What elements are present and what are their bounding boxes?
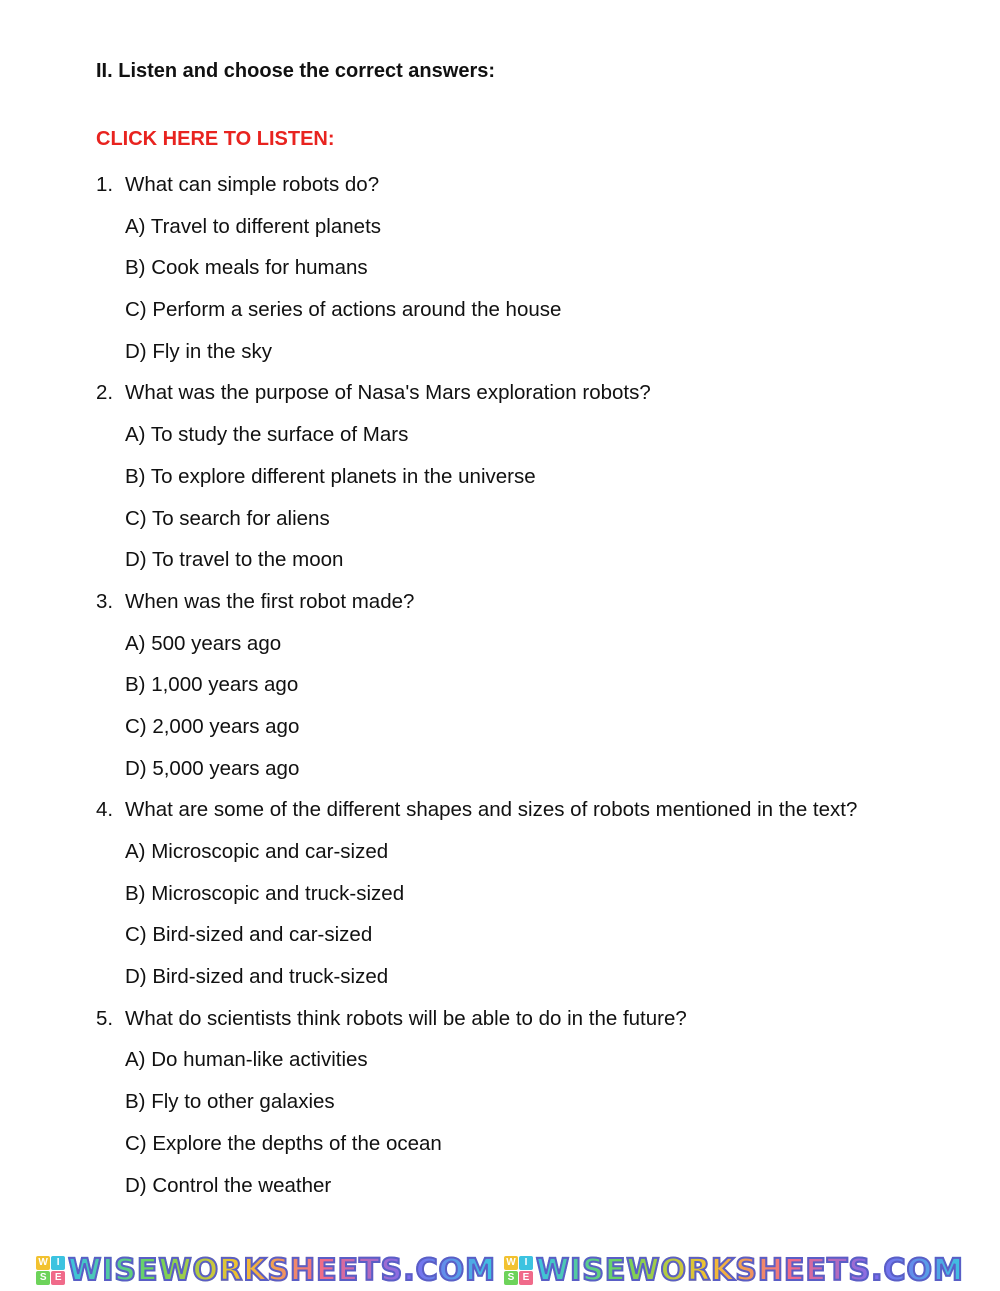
question-line	[96, 1005, 976, 1047]
answer-option[interactable]: B) To explore different planets in the universe	[125, 464, 536, 488]
answer-option[interactable]: A) Travel to different planets	[125, 214, 382, 238]
question-line	[96, 588, 976, 630]
answer-option[interactable]: A) Microscopic and car-sized	[125, 840, 389, 863]
logo-blocks-icon	[36, 1256, 65, 1285]
answer-option[interactable]: D) 5,000 years ago	[125, 756, 300, 780]
logo-block: W	[36, 1256, 50, 1270]
answer-option[interactable]: C) To search for aliens	[125, 506, 330, 530]
question-number: 4.	[96, 798, 114, 822]
answer-option[interactable]: B) Microscopic and truck-sized	[125, 881, 405, 905]
wiseworksheets-logo	[36, 1253, 496, 1288]
question-text: What are some of the different shapes and sizes of robots mentioned in the text?	[125, 798, 858, 822]
question-number: 1.	[96, 173, 114, 196]
answer-option[interactable]: D) Fly in the sky	[125, 339, 272, 363]
question-5	[96, 1005, 976, 1213]
question-line	[96, 379, 976, 421]
answer-option[interactable]: B) Fly to other galaxies	[125, 1090, 335, 1114]
logo-block: S	[36, 1271, 50, 1285]
question-number: 2.	[96, 381, 114, 405]
logo-block: I	[51, 1256, 65, 1270]
answer-option[interactable]: D) To travel to the moon	[125, 548, 344, 572]
answer-option[interactable]: A) Do human-like activities	[125, 1048, 368, 1072]
answer-option[interactable]: C) Bird-sized and car-sized	[125, 923, 373, 947]
question-text: What can simple robots do?	[125, 173, 380, 196]
answer-option[interactable]: B) Cook meals for humans	[125, 256, 368, 280]
logo-block: S	[504, 1271, 518, 1285]
logo-block: I	[519, 1256, 533, 1270]
answer-option[interactable]: D) Control the weather	[125, 1173, 332, 1197]
watermark-text: WISEWORKSHEETS.COM	[536, 1252, 964, 1288]
listen-link[interactable]: CLICK HERE TO LISTEN:	[96, 128, 335, 150]
question-number: 3.	[96, 589, 114, 613]
logo-block: W	[504, 1256, 518, 1270]
question-number: 5.	[96, 1006, 114, 1030]
logo-block: E	[519, 1271, 533, 1285]
watermark-footer	[0, 1252, 1000, 1288]
question-line	[96, 171, 976, 213]
question-1	[96, 171, 976, 379]
logo-blocks-icon	[504, 1256, 533, 1285]
question-text: When was the first robot made?	[125, 589, 415, 613]
question-text: What do scientists think robots will be able to do in the future?	[125, 1006, 687, 1030]
question-2	[96, 379, 976, 587]
watermark-text: WISEWORKSHEETS.COM	[68, 1252, 496, 1288]
answer-option[interactable]: C) Perform a series of actions around the house	[125, 298, 562, 322]
answer-option[interactable]: B) 1,000 years ago	[125, 673, 299, 697]
question-text: What was the purpose of Nasa's Mars exploration robots?	[125, 381, 651, 405]
answer-option[interactable]: D) Bird-sized and truck-sized	[125, 965, 389, 989]
question-list	[96, 171, 976, 1213]
answer-option[interactable]: C) Explore the depths of the ocean	[125, 1131, 442, 1155]
logo-block: E	[51, 1271, 65, 1285]
answer-option[interactable]: C) 2,000 years ago	[125, 714, 300, 738]
question-3	[96, 588, 976, 796]
question-line	[96, 796, 976, 838]
question-4	[96, 796, 976, 1004]
wiseworksheets-logo	[504, 1253, 964, 1288]
answer-option[interactable]: A) To study the surface of Mars	[125, 423, 409, 447]
answer-option[interactable]: A) 500 years ago	[125, 631, 282, 655]
section-heading: II. Listen and choose the correct answers:	[96, 60, 496, 82]
